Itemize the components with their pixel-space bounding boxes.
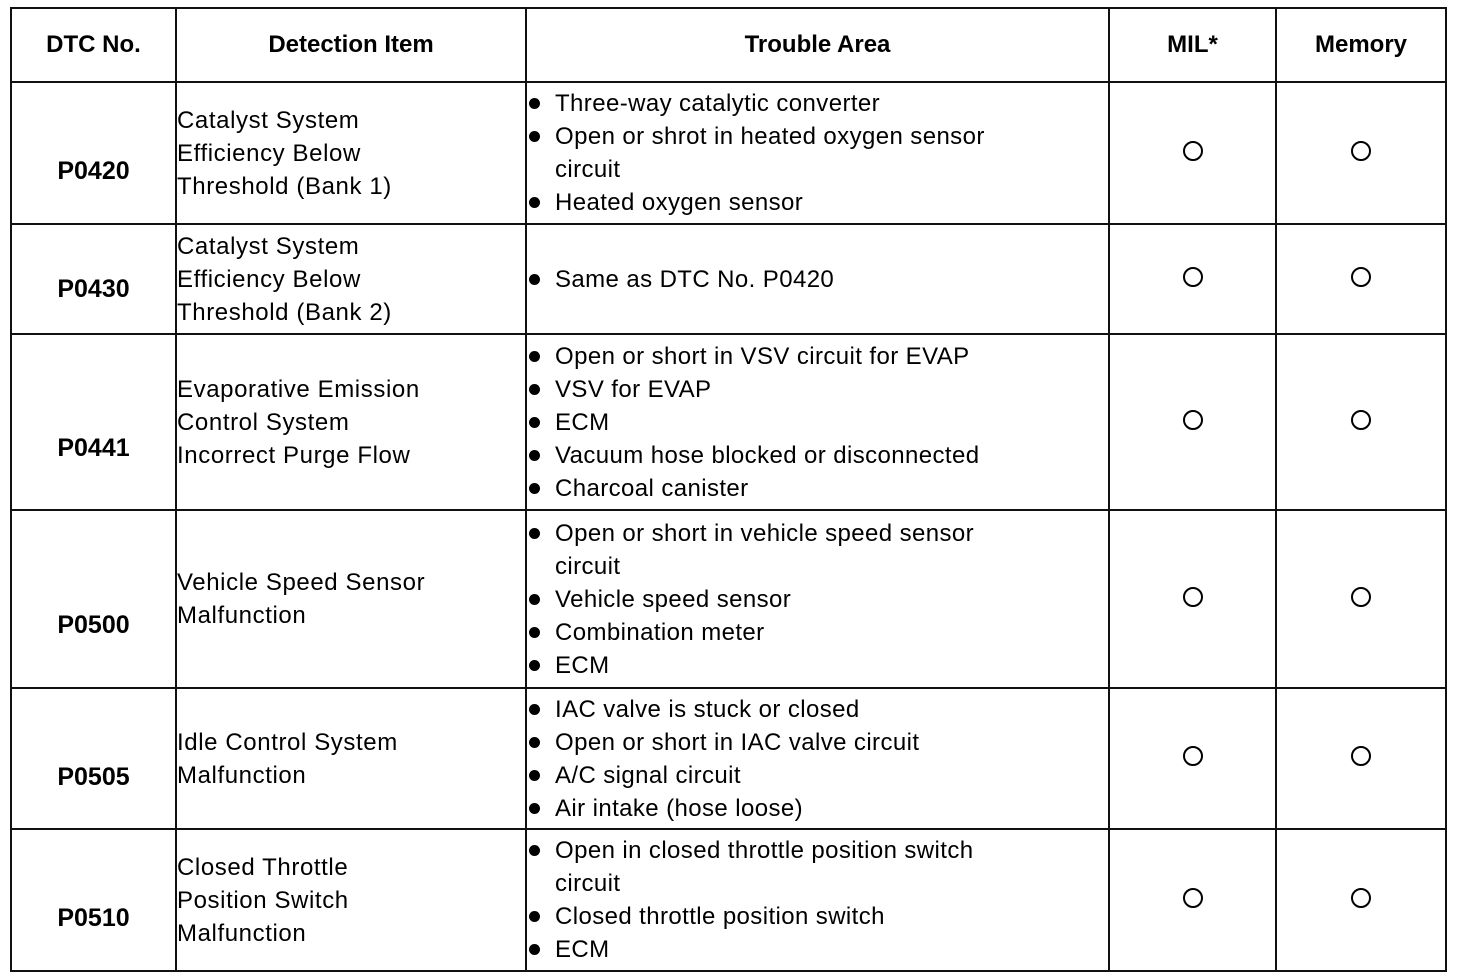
trouble-area-text: VSV for EVAP [555,375,712,403]
memory-cell [1276,688,1446,829]
bullet-icon [529,770,540,781]
bullet-icon [529,660,540,671]
trouble-area-item [527,373,1108,406]
trouble-area-list [527,87,1108,219]
mil-cell [1109,510,1276,688]
trouble-area-text: circuit [555,156,621,183]
header-memory: Memory [1276,8,1446,82]
detection-item [176,224,526,334]
memory-cell [1276,224,1446,334]
trouble-area-text: ECM [555,651,610,679]
bullet-icon [529,274,540,285]
circle-icon [1183,410,1203,430]
trouble-area-text: Three-way catalytic converter [555,90,881,117]
trouble-area-text: Same as DTC No. P0420 [555,265,835,293]
dtc-code: P0500 [11,510,176,688]
detection-item [176,510,526,688]
bullet-icon [529,483,540,494]
detection-item-line: Catalyst System [177,106,360,134]
trouble-area [526,510,1109,688]
bullet-icon [529,131,540,142]
trouble-area-item [527,616,1108,649]
circle-icon [1351,587,1371,607]
circle-icon [1183,267,1203,287]
trouble-area [526,82,1109,224]
trouble-area-text: IAC valve is stuck or closed [555,695,860,723]
bullet-icon [529,384,540,395]
trouble-area-item [527,87,1108,120]
detection-item-line: Threshold (Bank 2) [177,298,392,326]
trouble-area-item [527,693,1108,726]
trouble-area-list [527,693,1108,825]
trouble-area [526,688,1109,829]
trouble-area-item [527,792,1108,825]
detection-item-line: Malfunction [177,919,307,947]
dtc-code: P0430 [11,224,176,334]
table-row [11,688,1446,829]
circle-icon [1183,587,1203,607]
header-detection-item: Detection Item [176,8,526,82]
memory-cell [1276,829,1446,971]
dtc-code: P0441 [11,334,176,510]
dtc-code: P0420 [11,82,176,224]
header-mil: MIL* [1109,8,1276,82]
detection-item-line: Position Switch [177,886,349,914]
detection-item-line: Efficiency Below [177,265,361,293]
header-trouble-area: Trouble Area [526,8,1109,82]
detection-item-line: Malfunction [177,761,307,789]
bullet-icon [529,627,540,638]
bullet-icon [529,911,540,922]
bullet-icon [529,944,540,955]
trouble-area-text: Open or short in VSV circuit for EVAP [555,342,970,370]
trouble-area-text: Vehicle speed sensor [555,585,792,613]
detection-item-line: Threshold (Bank 1) [177,172,392,200]
circle-icon [1351,410,1371,430]
trouble-area-text: Open or short in vehicle speed sensor [555,519,975,547]
detection-item-line: Vehicle Speed Sensor [177,569,426,596]
memory-cell [1276,82,1446,224]
dtc-code: P0510 [11,829,176,971]
trouble-area-text: circuit [555,552,621,580]
memory-cell [1276,334,1446,510]
trouble-area-text: ECM [555,408,610,436]
detection-item [176,688,526,829]
trouble-area-text: Heated oxygen sensor [555,189,804,216]
detection-item-line: Control System [177,408,350,436]
detection-item-line: Catalyst System [177,232,360,260]
dtc-table [10,7,1447,972]
bullet-icon [529,845,540,856]
trouble-area-text: Open in closed throttle position switch [555,837,974,864]
mil-cell [1109,82,1276,224]
trouble-area-text: Charcoal canister [555,474,749,502]
bullet-icon [529,704,540,715]
circle-icon [1351,267,1371,287]
trouble-area-item [527,186,1108,219]
bullet-icon [529,737,540,748]
trouble-area-text: Vacuum hose blocked or disconnected [555,441,980,469]
trouble-area-text: circuit [555,870,621,897]
dtc-code: P0505 [11,688,176,829]
table-row [11,510,1446,688]
detection-item-line: Closed Throttle [177,853,349,881]
detection-item-line: Idle Control System [177,728,398,756]
mil-cell [1109,224,1276,334]
detection-item-line: Efficiency Below [177,139,361,167]
detection-item [176,334,526,510]
trouble-area-item [527,120,1108,186]
table-row [11,334,1446,510]
circle-icon [1183,888,1203,908]
bullet-icon [529,450,540,461]
trouble-area-list [527,263,1108,296]
circle-icon [1351,746,1371,766]
mil-cell [1109,688,1276,829]
bullet-icon [529,417,540,428]
detection-item [176,82,526,224]
bullet-icon [529,803,540,814]
bullet-icon [529,98,540,109]
mil-cell [1109,334,1276,510]
trouble-area-text: Air intake (hose loose) [555,794,803,822]
trouble-area-item [527,263,1108,296]
memory-cell [1276,510,1446,688]
bullet-icon [529,528,540,539]
trouble-area-text: Open or shrot in heated oxygen sensor [555,123,985,150]
trouble-area-item [527,933,1108,966]
table-row [11,829,1446,971]
detection-item [176,829,526,971]
trouble-area-item [527,900,1108,933]
trouble-area-list [527,340,1108,505]
table-body [11,82,1446,971]
detection-item-line: Malfunction [177,602,307,629]
detection-item-line: Incorrect Purge Flow [177,441,411,469]
trouble-area-text: Open or short in IAC valve circuit [555,728,920,756]
trouble-area-item [527,406,1108,439]
trouble-area [526,224,1109,334]
header-row [11,8,1446,82]
trouble-area-text: ECM [555,936,610,963]
trouble-area-item [527,583,1108,616]
trouble-area-list [527,517,1108,682]
table-row [11,224,1446,334]
bullet-icon [529,594,540,605]
trouble-area-item [527,340,1108,373]
trouble-area-item [527,726,1108,759]
header-dtc-no: DTC No. [11,8,176,82]
bullet-icon [529,351,540,362]
trouble-area-text: Closed throttle position switch [555,903,885,930]
trouble-area [526,334,1109,510]
bullet-icon [529,197,540,208]
trouble-area-item [527,649,1108,682]
trouble-area-item [527,759,1108,792]
trouble-area-item [527,439,1108,472]
circle-icon [1351,141,1371,161]
trouble-area-text: A/C signal circuit [555,761,741,789]
circle-icon [1351,888,1371,908]
trouble-area-item [527,472,1108,505]
circle-icon [1183,141,1203,161]
trouble-area-list [527,834,1108,966]
trouble-area-text: Combination meter [555,618,765,646]
table-row [11,82,1446,224]
detection-item-line: Evaporative Emission [177,375,420,403]
trouble-area-item [527,517,1108,583]
trouble-area-item [527,834,1108,900]
trouble-area [526,829,1109,971]
circle-icon [1183,746,1203,766]
mil-cell [1109,829,1276,971]
